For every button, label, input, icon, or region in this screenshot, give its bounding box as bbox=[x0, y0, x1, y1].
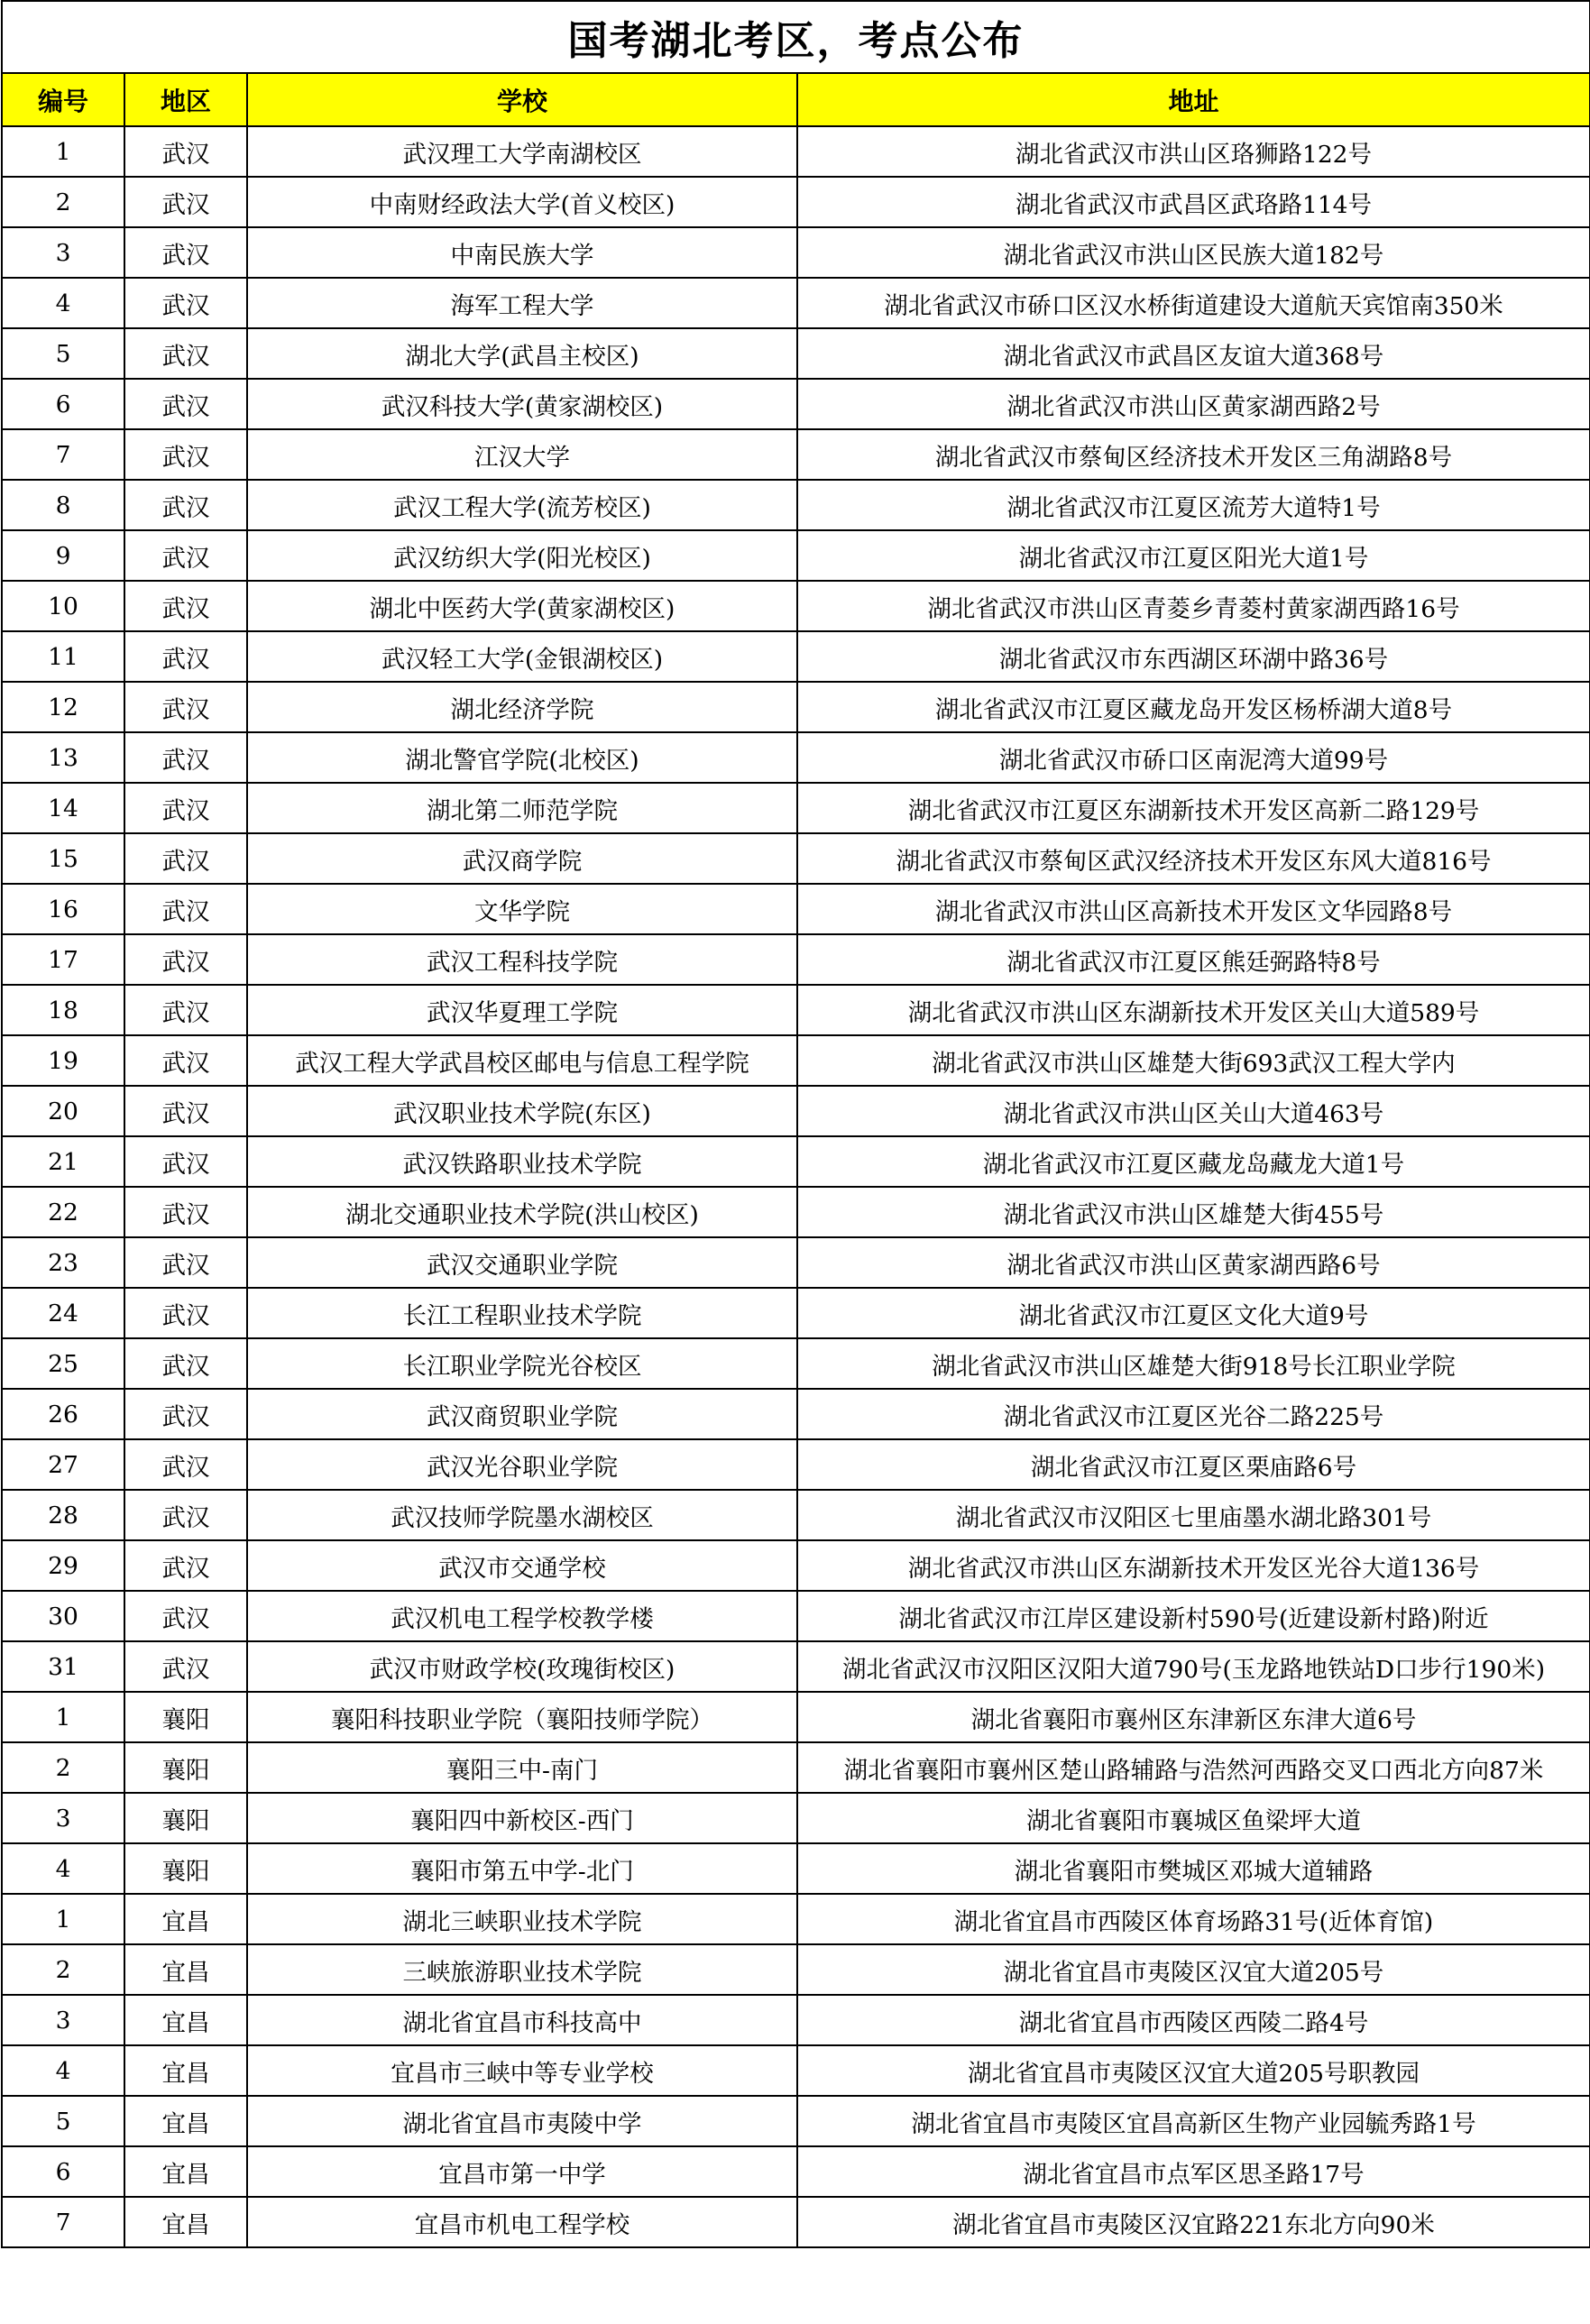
cell-address: 湖北省武汉市武昌区友谊大道368号 bbox=[797, 328, 1590, 379]
cell-no: 2 bbox=[2, 1944, 124, 1995]
cell-no: 15 bbox=[2, 833, 124, 884]
table-row bbox=[2, 1338, 1590, 1389]
cell-no: 3 bbox=[2, 1793, 124, 1843]
cell-school: 湖北经济学院 bbox=[247, 682, 797, 732]
cell-no: 6 bbox=[2, 379, 124, 429]
cell-address: 湖北省武汉市江夏区东湖新技术开发区高新二路129号 bbox=[797, 783, 1590, 833]
table-row bbox=[2, 1035, 1590, 1086]
cell-address: 湖北省武汉市洪山区高新技术开发区文华园路8号 bbox=[797, 884, 1590, 934]
cell-no: 1 bbox=[2, 126, 124, 177]
cell-school: 武汉技师学院墨水湖校区 bbox=[247, 1490, 797, 1540]
table-row bbox=[2, 1389, 1590, 1439]
table-row bbox=[2, 1995, 1590, 2045]
cell-school: 湖北省宜昌市科技高中 bbox=[247, 1995, 797, 2045]
cell-region: 武汉 bbox=[124, 1641, 247, 1692]
cell-school: 宜昌市三峡中等专业学校 bbox=[247, 2045, 797, 2096]
cell-address: 湖北省武汉市硚口区汉水桥街道建设大道航天宾馆南350米 bbox=[797, 278, 1590, 328]
cell-region: 武汉 bbox=[124, 278, 247, 328]
cell-no: 27 bbox=[2, 1439, 124, 1490]
cell-region: 武汉 bbox=[124, 1035, 247, 1086]
cell-no: 3 bbox=[2, 1995, 124, 2045]
table-row bbox=[2, 833, 1590, 884]
cell-address: 湖北省武汉市蔡甸区武汉经济技术开发区东风大道816号 bbox=[797, 833, 1590, 884]
cell-region: 宜昌 bbox=[124, 1944, 247, 1995]
cell-address: 湖北省武汉市江夏区光谷二路225号 bbox=[797, 1389, 1590, 1439]
cell-school: 湖北第二师范学院 bbox=[247, 783, 797, 833]
table-row bbox=[2, 1591, 1590, 1641]
table-row bbox=[2, 1540, 1590, 1591]
cell-school: 湖北交通职业技术学院(洪山校区) bbox=[247, 1187, 797, 1237]
header-school: 学校 bbox=[247, 73, 797, 126]
cell-no: 5 bbox=[2, 2096, 124, 2146]
cell-no: 21 bbox=[2, 1136, 124, 1187]
cell-region: 武汉 bbox=[124, 631, 247, 682]
cell-no: 14 bbox=[2, 783, 124, 833]
cell-address: 湖北省宜昌市夷陵区汉宜大道205号 bbox=[797, 1944, 1590, 1995]
cell-region: 宜昌 bbox=[124, 2197, 247, 2247]
cell-region: 宜昌 bbox=[124, 1995, 247, 2045]
table-row bbox=[2, 177, 1590, 227]
cell-school: 湖北警官学院(北校区) bbox=[247, 732, 797, 783]
table-row bbox=[2, 884, 1590, 934]
cell-address: 湖北省武汉市东西湖区环湖中路36号 bbox=[797, 631, 1590, 682]
table-row bbox=[2, 2197, 1590, 2247]
table-row bbox=[2, 126, 1590, 177]
cell-school: 襄阳科技职业学院（襄阳技师学院） bbox=[247, 1692, 797, 1742]
cell-region: 武汉 bbox=[124, 1540, 247, 1591]
cell-address: 湖北省武汉市汉阳区汉阳大道790号(玉龙路地铁站D口步行190米) bbox=[797, 1641, 1590, 1692]
cell-no: 1 bbox=[2, 1894, 124, 1944]
cell-school: 武汉机电工程学校教学楼 bbox=[247, 1591, 797, 1641]
cell-region: 武汉 bbox=[124, 833, 247, 884]
table-row bbox=[2, 1793, 1590, 1843]
cell-region: 武汉 bbox=[124, 1187, 247, 1237]
cell-no: 18 bbox=[2, 985, 124, 1035]
cell-region: 武汉 bbox=[124, 581, 247, 631]
cell-no: 4 bbox=[2, 1843, 124, 1894]
table-row bbox=[2, 1894, 1590, 1944]
table-row bbox=[2, 682, 1590, 732]
cell-no: 23 bbox=[2, 1237, 124, 1288]
cell-no: 6 bbox=[2, 2146, 124, 2197]
table-row bbox=[2, 783, 1590, 833]
header-address: 地址 bbox=[797, 73, 1590, 126]
cell-address: 湖北省武汉市江夏区栗庙路6号 bbox=[797, 1439, 1590, 1490]
cell-region: 武汉 bbox=[124, 328, 247, 379]
cell-address: 湖北省武汉市洪山区民族大道182号 bbox=[797, 227, 1590, 278]
table-row bbox=[2, 2096, 1590, 2146]
table-row bbox=[2, 1288, 1590, 1338]
cell-school: 武汉市交通学校 bbox=[247, 1540, 797, 1591]
cell-region: 武汉 bbox=[124, 1288, 247, 1338]
cell-region: 武汉 bbox=[124, 1591, 247, 1641]
cell-address: 湖北省武汉市洪山区雄楚大街455号 bbox=[797, 1187, 1590, 1237]
cell-no: 4 bbox=[2, 2045, 124, 2096]
cell-address: 湖北省襄阳市樊城区邓城大道辅路 bbox=[797, 1843, 1590, 1894]
cell-no: 26 bbox=[2, 1389, 124, 1439]
page-title: 国考湖北考区，考点公布 bbox=[2, 1, 1590, 73]
cell-no: 2 bbox=[2, 1742, 124, 1793]
title-row bbox=[2, 1, 1590, 73]
cell-region: 武汉 bbox=[124, 682, 247, 732]
cell-no: 30 bbox=[2, 1591, 124, 1641]
cell-address: 湖北省武汉市洪山区东湖新技术开发区光谷大道136号 bbox=[797, 1540, 1590, 1591]
table-row bbox=[2, 1490, 1590, 1540]
table-row bbox=[2, 227, 1590, 278]
cell-no: 16 bbox=[2, 884, 124, 934]
table-row bbox=[2, 631, 1590, 682]
cell-no: 17 bbox=[2, 934, 124, 985]
table-row bbox=[2, 328, 1590, 379]
cell-address: 湖北省武汉市江夏区藏龙岛开发区杨桥湖大道8号 bbox=[797, 682, 1590, 732]
table-row bbox=[2, 581, 1590, 631]
cell-school: 海军工程大学 bbox=[247, 278, 797, 328]
cell-school: 武汉交通职业学院 bbox=[247, 1237, 797, 1288]
cell-region: 武汉 bbox=[124, 530, 247, 581]
cell-school: 长江工程职业技术学院 bbox=[247, 1288, 797, 1338]
cell-address: 湖北省武汉市江夏区文化大道9号 bbox=[797, 1288, 1590, 1338]
cell-school: 武汉市财政学校(玫瑰街校区) bbox=[247, 1641, 797, 1692]
cell-no: 7 bbox=[2, 2197, 124, 2247]
cell-no: 1 bbox=[2, 1692, 124, 1742]
cell-school: 中南民族大学 bbox=[247, 227, 797, 278]
cell-region: 武汉 bbox=[124, 1136, 247, 1187]
cell-address: 湖北省宜昌市西陵区西陵二路4号 bbox=[797, 1995, 1590, 2045]
cell-region: 武汉 bbox=[124, 732, 247, 783]
cell-school: 武汉工程大学武昌校区邮电与信息工程学院 bbox=[247, 1035, 797, 1086]
cell-school: 襄阳三中-南门 bbox=[247, 1742, 797, 1793]
cell-address: 湖北省宜昌市西陵区体育场路31号(近体育馆) bbox=[797, 1894, 1590, 1944]
cell-school: 江汉大学 bbox=[247, 429, 797, 480]
cell-no: 31 bbox=[2, 1641, 124, 1692]
cell-no: 13 bbox=[2, 732, 124, 783]
cell-no: 3 bbox=[2, 227, 124, 278]
cell-school: 武汉铁路职业技术学院 bbox=[247, 1136, 797, 1187]
cell-school: 湖北三峡职业技术学院 bbox=[247, 1894, 797, 1944]
cell-school: 武汉商学院 bbox=[247, 833, 797, 884]
header-row bbox=[2, 73, 1590, 126]
table-row bbox=[2, 1692, 1590, 1742]
cell-region: 宜昌 bbox=[124, 2096, 247, 2146]
cell-no: 22 bbox=[2, 1187, 124, 1237]
table-row bbox=[2, 1187, 1590, 1237]
cell-region: 襄阳 bbox=[124, 1793, 247, 1843]
cell-region: 襄阳 bbox=[124, 1742, 247, 1793]
cell-school: 武汉工程科技学院 bbox=[247, 934, 797, 985]
table-row bbox=[2, 278, 1590, 328]
cell-address: 湖北省武汉市洪山区黄家湖西路2号 bbox=[797, 379, 1590, 429]
table-row bbox=[2, 2045, 1590, 2096]
cell-region: 武汉 bbox=[124, 177, 247, 227]
cell-no: 4 bbox=[2, 278, 124, 328]
cell-school: 武汉商贸职业学院 bbox=[247, 1389, 797, 1439]
cell-region: 武汉 bbox=[124, 985, 247, 1035]
cell-no: 2 bbox=[2, 177, 124, 227]
cell-region: 武汉 bbox=[124, 884, 247, 934]
cell-school: 三峡旅游职业技术学院 bbox=[247, 1944, 797, 1995]
cell-school: 武汉工程大学(流芳校区) bbox=[247, 480, 797, 530]
cell-address: 湖北省武汉市硚口区南泥湾大道99号 bbox=[797, 732, 1590, 783]
cell-address: 湖北省宜昌市夷陵区宜昌高新区生物产业园毓秀路1号 bbox=[797, 2096, 1590, 2146]
cell-no: 12 bbox=[2, 682, 124, 732]
cell-address: 湖北省宜昌市点军区思圣路17号 bbox=[797, 2146, 1590, 2197]
table-row bbox=[2, 985, 1590, 1035]
cell-no: 28 bbox=[2, 1490, 124, 1540]
cell-no: 20 bbox=[2, 1086, 124, 1136]
table-row bbox=[2, 934, 1590, 985]
cell-address: 湖北省武汉市江夏区阳光大道1号 bbox=[797, 530, 1590, 581]
table-row bbox=[2, 732, 1590, 783]
cell-school: 武汉科技大学(黄家湖校区) bbox=[247, 379, 797, 429]
cell-no: 19 bbox=[2, 1035, 124, 1086]
cell-region: 武汉 bbox=[124, 227, 247, 278]
cell-region: 武汉 bbox=[124, 783, 247, 833]
exam-sites-table bbox=[1, 0, 1590, 2248]
cell-no: 8 bbox=[2, 480, 124, 530]
cell-region: 武汉 bbox=[124, 1086, 247, 1136]
table-row bbox=[2, 1086, 1590, 1136]
cell-region: 武汉 bbox=[124, 1439, 247, 1490]
cell-address: 湖北省襄阳市襄州区东津新区东津大道6号 bbox=[797, 1692, 1590, 1742]
cell-no: 7 bbox=[2, 429, 124, 480]
cell-no: 24 bbox=[2, 1288, 124, 1338]
cell-region: 武汉 bbox=[124, 480, 247, 530]
cell-address: 湖北省武汉市洪山区珞狮路122号 bbox=[797, 126, 1590, 177]
cell-no: 9 bbox=[2, 530, 124, 581]
cell-address: 湖北省武汉市武昌区武珞路114号 bbox=[797, 177, 1590, 227]
cell-school: 武汉轻工大学(金银湖校区) bbox=[247, 631, 797, 682]
cell-region: 宜昌 bbox=[124, 2045, 247, 2096]
cell-region: 武汉 bbox=[124, 379, 247, 429]
cell-address: 湖北省武汉市江夏区藏龙岛藏龙大道1号 bbox=[797, 1136, 1590, 1187]
cell-region: 襄阳 bbox=[124, 1843, 247, 1894]
cell-address: 湖北省武汉市洪山区关山大道463号 bbox=[797, 1086, 1590, 1136]
cell-address: 湖北省宜昌市夷陵区汉宜大道205号职教园 bbox=[797, 2045, 1590, 2096]
cell-school: 宜昌市机电工程学校 bbox=[247, 2197, 797, 2247]
cell-address: 湖北省襄阳市襄城区鱼梁坪大道 bbox=[797, 1793, 1590, 1843]
table-body bbox=[2, 126, 1590, 2247]
cell-no: 25 bbox=[2, 1338, 124, 1389]
cell-school: 中南财经政法大学(首义校区) bbox=[247, 177, 797, 227]
cell-school: 襄阳四中新校区-西门 bbox=[247, 1793, 797, 1843]
cell-school: 襄阳市第五中学-北门 bbox=[247, 1843, 797, 1894]
cell-school: 湖北中医药大学(黄家湖校区) bbox=[247, 581, 797, 631]
header-no: 编号 bbox=[2, 73, 124, 126]
cell-no: 5 bbox=[2, 328, 124, 379]
cell-address: 湖北省武汉市汉阳区七里庙墨水湖北路301号 bbox=[797, 1490, 1590, 1540]
cell-region: 武汉 bbox=[124, 1389, 247, 1439]
table-row bbox=[2, 1843, 1590, 1894]
cell-address: 湖北省武汉市洪山区东湖新技术开发区关山大道589号 bbox=[797, 985, 1590, 1035]
table-row bbox=[2, 1641, 1590, 1692]
cell-address: 湖北省襄阳市襄州区楚山路辅路与浩然河西路交叉口西北方向87米 bbox=[797, 1742, 1590, 1793]
cell-address: 湖北省武汉市洪山区雄楚大街693武汉工程大学内 bbox=[797, 1035, 1590, 1086]
cell-address: 湖北省武汉市洪山区黄家湖西路6号 bbox=[797, 1237, 1590, 1288]
cell-address: 湖北省武汉市蔡甸区经济技术开发区三角湖路8号 bbox=[797, 429, 1590, 480]
cell-address: 湖北省武汉市洪山区青菱乡青菱村黄家湖西路16号 bbox=[797, 581, 1590, 631]
cell-region: 宜昌 bbox=[124, 2146, 247, 2197]
cell-region: 武汉 bbox=[124, 1237, 247, 1288]
table-row bbox=[2, 379, 1590, 429]
cell-school: 湖北省宜昌市夷陵中学 bbox=[247, 2096, 797, 2146]
table-row bbox=[2, 530, 1590, 581]
cell-school: 宜昌市第一中学 bbox=[247, 2146, 797, 2197]
cell-no: 29 bbox=[2, 1540, 124, 1591]
table-row bbox=[2, 1944, 1590, 1995]
table-row bbox=[2, 1237, 1590, 1288]
table-row bbox=[2, 2146, 1590, 2197]
cell-region: 武汉 bbox=[124, 934, 247, 985]
cell-school: 武汉纺织大学(阳光校区) bbox=[247, 530, 797, 581]
table-row bbox=[2, 429, 1590, 480]
header-region: 地区 bbox=[124, 73, 247, 126]
cell-region: 武汉 bbox=[124, 429, 247, 480]
table-row bbox=[2, 1439, 1590, 1490]
cell-address: 湖北省武汉市江夏区流芳大道特1号 bbox=[797, 480, 1590, 530]
cell-address: 湖北省武汉市洪山区雄楚大街918号长江职业学院 bbox=[797, 1338, 1590, 1389]
cell-region: 武汉 bbox=[124, 1338, 247, 1389]
cell-school: 湖北大学(武昌主校区) bbox=[247, 328, 797, 379]
cell-region: 武汉 bbox=[124, 1490, 247, 1540]
cell-no: 10 bbox=[2, 581, 124, 631]
cell-school: 武汉职业技术学院(东区) bbox=[247, 1086, 797, 1136]
table-row bbox=[2, 480, 1590, 530]
cell-school: 武汉光谷职业学院 bbox=[247, 1439, 797, 1490]
cell-region: 襄阳 bbox=[124, 1692, 247, 1742]
cell-school: 武汉华夏理工学院 bbox=[247, 985, 797, 1035]
table-row bbox=[2, 1742, 1590, 1793]
cell-address: 湖北省宜昌市夷陵区汉宜路221东北方向90米 bbox=[797, 2197, 1590, 2247]
cell-school: 长江职业学院光谷校区 bbox=[247, 1338, 797, 1389]
cell-no: 11 bbox=[2, 631, 124, 682]
cell-address: 湖北省武汉市江夏区熊廷弼路特8号 bbox=[797, 934, 1590, 985]
cell-school: 文华学院 bbox=[247, 884, 797, 934]
cell-address: 湖北省武汉市江岸区建设新村590号(近建设新村路)附近 bbox=[797, 1591, 1590, 1641]
cell-region: 武汉 bbox=[124, 126, 247, 177]
cell-region: 宜昌 bbox=[124, 1894, 247, 1944]
cell-school: 武汉理工大学南湖校区 bbox=[247, 126, 797, 177]
table-row bbox=[2, 1136, 1590, 1187]
